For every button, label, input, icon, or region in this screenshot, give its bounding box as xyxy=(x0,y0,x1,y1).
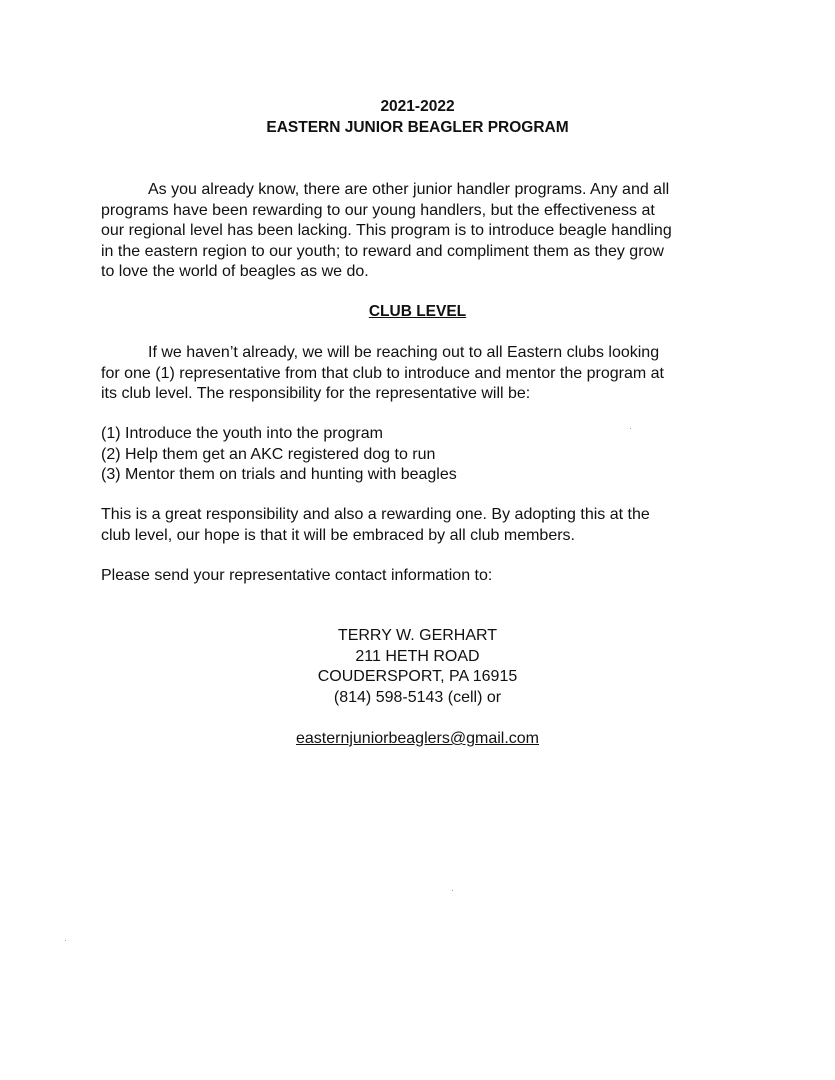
contact-city-state-zip: COUDERSPORT, PA 16915 xyxy=(317,668,518,685)
list-item: (3) Mentor them on trials and hunting with beagles xyxy=(101,466,457,483)
intro-paragraph xyxy=(101,180,741,283)
closing-paragraph xyxy=(101,505,741,546)
program-title: EASTERN JUNIOR BEAGLER PROGRAM xyxy=(266,119,569,136)
contact-phone: (814) 598-5143 (cell) or xyxy=(333,688,502,706)
contact-name: TERRY W. GERHART xyxy=(337,627,498,644)
contact-email-link[interactable]: easternjuniorbeaglers@gmail.com xyxy=(295,730,540,747)
contact-street: 211 HETH ROAD xyxy=(355,647,480,665)
closing-line: club level, our hope is that it will be embraced by all club members. xyxy=(101,526,575,544)
responsibilities-list xyxy=(101,424,741,486)
intro-line: As you already know, there are other junior handler programs. Any and all xyxy=(148,181,670,198)
club-level-heading: CLUB LEVEL xyxy=(368,303,467,320)
list-item: (1) Introduce the youth into the program xyxy=(101,425,383,442)
contact-address-block xyxy=(0,626,835,708)
scan-speck xyxy=(630,428,631,429)
scan-speck xyxy=(452,890,453,891)
intro-line: our regional level has been lacking. This program is to introduce beagle handling xyxy=(101,222,672,239)
club-level-line: If we haven’t already, we will be reaching out to all Eastern clubs looking xyxy=(148,344,660,361)
program-year: 2021-2022 xyxy=(380,98,455,115)
contact-email-line xyxy=(0,729,835,749)
intro-line: in the eastern region to our youth; to reward and compliment them as they grow xyxy=(101,242,664,260)
send-instructions: Please send your representative contact information to: xyxy=(101,567,493,584)
intro-line: to love the world of beagles as we do. xyxy=(101,263,369,280)
scan-speck xyxy=(65,940,66,941)
club-level-paragraph xyxy=(101,343,741,405)
list-item: (2) Help them get an AKC registered dog to run xyxy=(101,445,436,463)
club-level-line: its club level. The responsibility for the representative will be: xyxy=(101,385,531,402)
intro-line: programs have been rewarding to our young handlers, but the effectiveness at xyxy=(101,201,655,219)
closing-line: This is a great responsibility and also a rewarding one. By adopting this at the xyxy=(101,506,650,523)
club-level-line: for one (1) representative from that club to introduce and mentor the program at xyxy=(101,364,664,382)
